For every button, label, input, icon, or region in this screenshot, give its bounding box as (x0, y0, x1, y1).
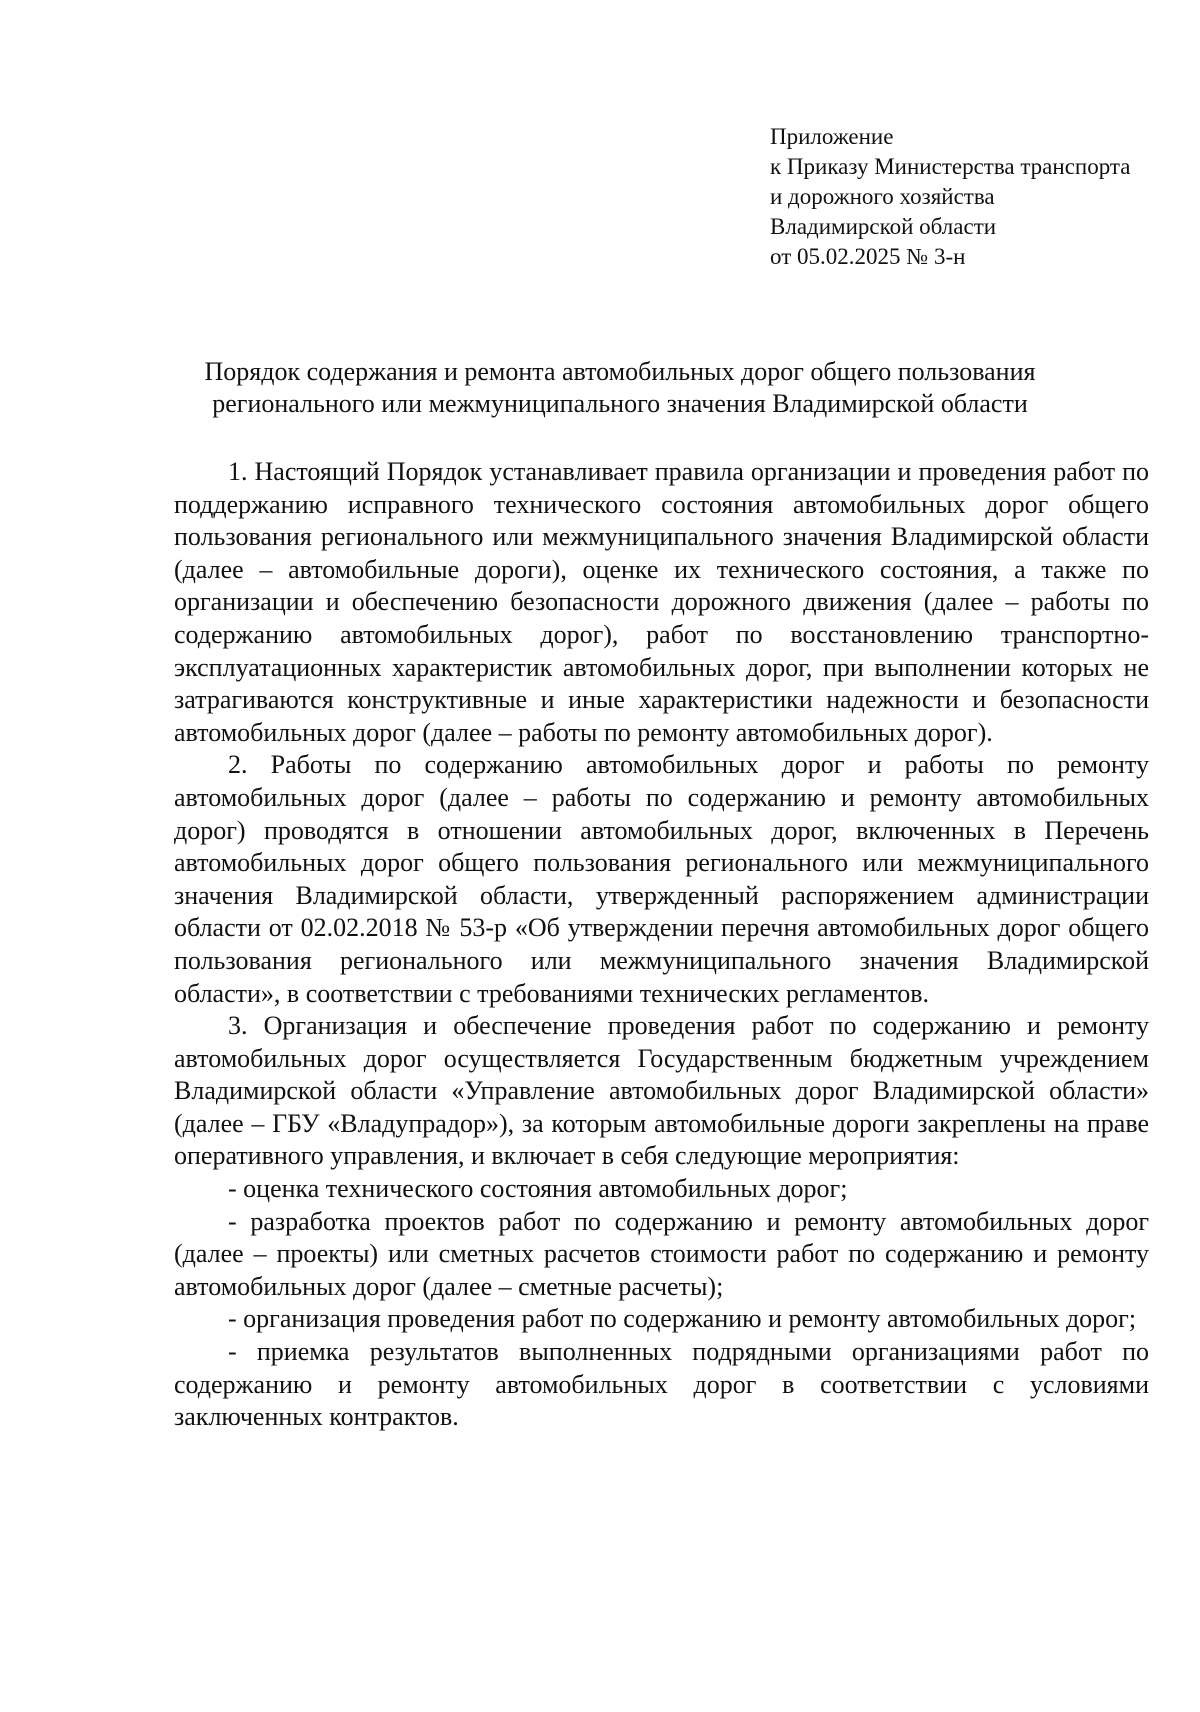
title-line: Порядок содержания и ремонта автомобильных дорог общего пользования (204, 357, 1036, 386)
list-item: - оценка технического состояния автомобильных дорог; (228, 1174, 848, 1204)
appendix-block (770, 122, 1130, 272)
appendix-line: к Приказу Министерства транспорта (770, 154, 1131, 179)
document-body (174, 456, 1149, 1434)
list-item: - организация проведения работ по содержанию и ремонту автомобильных дорог; (228, 1304, 1137, 1334)
paragraph-1: 1. Настоящий Порядок устанавливает правила организации и проведения работ по поддержанию исправного технического состояния автомобильных дорог общего пользования регионального или межмуниципального значения Владимирской области (далее – автомобильные дороги), оценке их технического состояния, а также по организации и обеспечению безопасности дорожного движения (далее – работы по содержанию автомобильных дорог), работ по восстановлению транспортно-эксплуатационных характеристик автомобильных дорог, при выполнении которых не затрагиваются конструктивные и иные характеристики надежности и безопасности автомобильных дорог (далее – работы по ремонту автомобильных дорог). (174, 457, 1149, 747)
list-item: - разработка проектов работ по содержанию и ремонту автомобильных дорог (далее – проекты) или сметных расчетов стоимости работ по содержанию и ремонту автомобильных дорог (далее – сметные расчеты); (174, 1206, 1149, 1301)
appendix-line: Владимирской области (770, 214, 997, 239)
appendix-line: Приложение (770, 124, 894, 149)
list-item: - приемка результатов выполненных подрядными организациями работ по содержанию и ремонту автомобильных дорог в соответствии с условиями заключенных контрактов. (174, 1337, 1149, 1432)
title-line: регионального или межмуниципального значения Владимирской области (212, 389, 1028, 418)
paragraph-2: 2. Работы по содержанию автомобильных дорог и работы по ремонту автомобильных дорог (далее – работы по содержанию и ремонту автомобильных дорог) проводятся в отношении автомобильных дорог, включенных в Перечень автомобильных дорог общего пользования регионального или межмуниципального значения Владимирской области, утвержденный распоряжением администрации области от 02.02.2018 № 53-р «Об утверждении перечня автомобильных дорог общего пользования регионального или межмуниципального значения Владимирской области», в соответствии с требованиями технических регламентов. (174, 750, 1149, 1008)
appendix-line: от 05.02.2025 № 3-н (770, 244, 966, 269)
paragraph-3: 3. Организация и обеспечение проведения работ по содержанию и ремонту автомобильных дорог осуществляется Государственным бюджетным учреждением Владимирской области «Управление автомобильных дорог Владимирской области» (далее – ГБУ «Владупрадор»), за которым автомобильные дороги закреплены на праве оперативного управления, и включает в себя следующие мероприятия: (174, 1011, 1149, 1171)
document-title (170, 356, 1070, 420)
appendix-line: и дорожного хозяйства (770, 184, 995, 209)
